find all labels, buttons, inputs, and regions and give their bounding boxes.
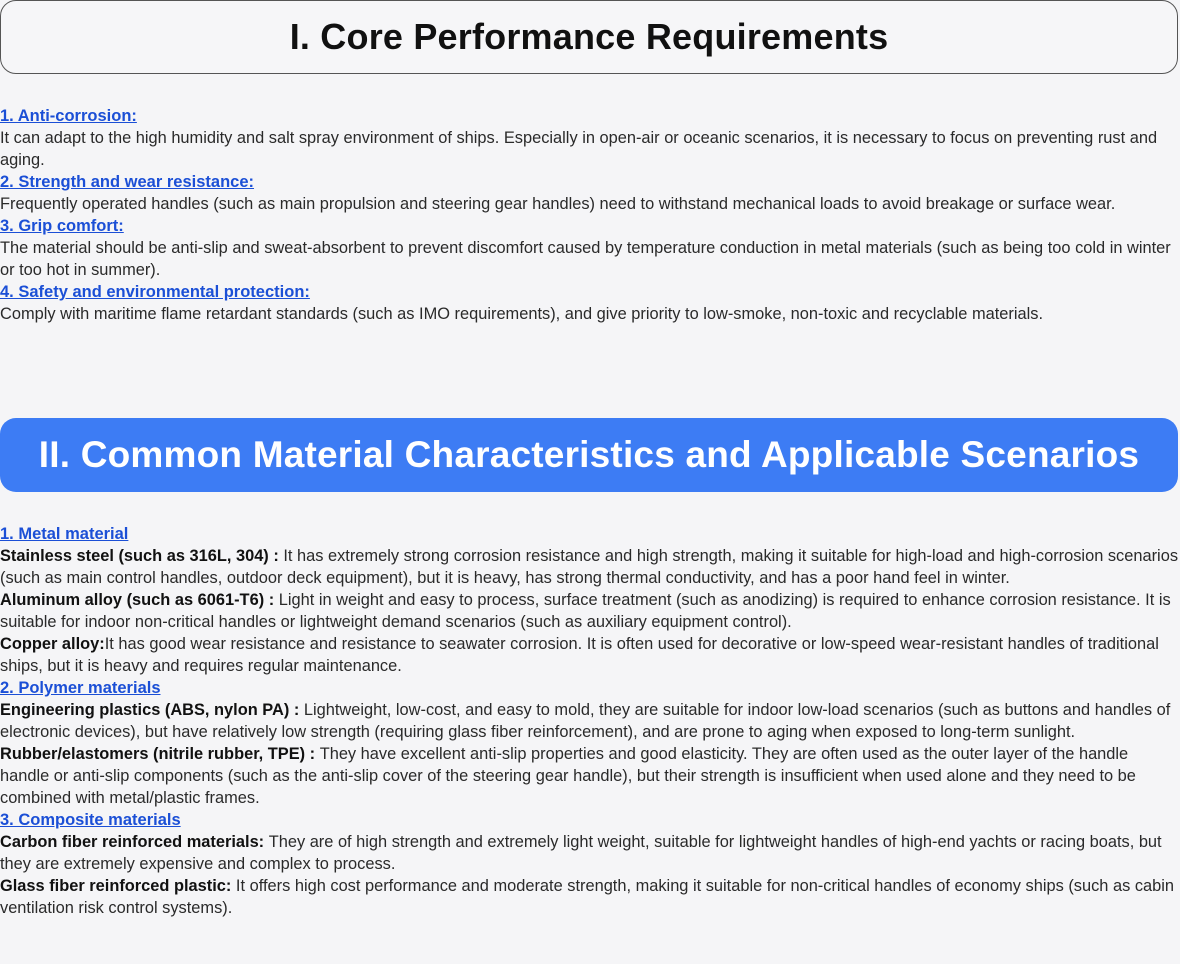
- group-heading-composite: 3. Composite materials: [0, 811, 181, 829]
- entry-text: It offers high cost performance and moderate strength, making it suitable for non-critical handles of economy ships (such as cabin ventilation risk control systems).: [0, 877, 1175, 917]
- group-heading-polymer: 2. Polymer materials: [0, 679, 161, 697]
- req-text-strength: Frequently operated handles (such as main propulsion and steering gear handles) need to withstand mechanical loads to avoid breakage or surface wear.: [0, 195, 1116, 213]
- materials-section: [0, 523, 1180, 919]
- core-requirements-section: [0, 105, 1180, 325]
- section-2-title: II. Common Material Characteristics and Applicable Scenarios: [0, 418, 1178, 492]
- req-heading-anti-corrosion: 1. Anti-corrosion:: [0, 107, 137, 125]
- entry-label: Copper alloy:: [0, 635, 105, 653]
- entry-text: They have excellent anti-slip properties and good elasticity. They are often used as the outer layer of the handle handle or anti-slip components (such as the anti-slip cover of the steering gear handle), but their strength is insufficient when used alone and they need to be combined with metal/plastic frames.: [0, 745, 1136, 807]
- section-1-title: I. Core Performance Requirements: [0, 0, 1178, 74]
- entry-rubber-elastomers: [0, 743, 1180, 809]
- entry-label: Rubber/elastomers (nitrile rubber, TPE) :: [0, 745, 320, 763]
- req-text-safety: Comply with maritime flame retardant standards (such as IMO requirements), and give priority to low-smoke, non-toxic and recyclable materials.: [0, 305, 1044, 323]
- text-line: [0, 677, 1180, 699]
- entry-text: Lightweight, low-cost, and easy to mold, they are suitable for indoor low-load scenarios (such as buttons and handles of electronic devices), but have relatively low strength (requiring glass fiber reinforcement), and are prone to aging when exposed to long-term sunlight.: [0, 701, 1171, 741]
- text-line: [0, 523, 1180, 545]
- group-heading-metal: 1. Metal material: [0, 525, 129, 543]
- req-text-anti-corrosion: It can adapt to the high humidity and salt spray environment of ships. Especially in open-air or oceanic scenarios, it is necessary to focus on preventing rust and aging.: [0, 129, 1158, 169]
- entry-label: Glass fiber reinforced plastic:: [0, 877, 236, 895]
- text-line: [0, 809, 1180, 831]
- text-line: [0, 105, 1180, 127]
- entry-text: Light in weight and easy to process, surface treatment (such as anodizing) is required to enhance corrosion resistance. It is suitable for indoor non-critical handles or lightweight demand scenarios (such as auxiliary equipment control).: [0, 591, 1171, 631]
- entry-engineering-plastics: [0, 699, 1180, 743]
- entry-glass-fiber: [0, 875, 1180, 919]
- req-heading-grip: 3. Grip comfort:: [0, 217, 124, 235]
- entry-copper-alloy: [0, 633, 1180, 677]
- entry-label: Aluminum alloy (such as 6061-T6) :: [0, 591, 279, 609]
- text-line: [0, 281, 1180, 303]
- text-line: [0, 215, 1180, 237]
- entry-text: They are of high strength and extremely light weight, suitable for lightweight handles of high-end yachts or racing boats, but they are extremely expensive and complex to process.: [0, 833, 1162, 873]
- entry-label: Stainless steel (such as 316L, 304) :: [0, 547, 284, 565]
- entry-label: Engineering plastics (ABS, nylon PA) :: [0, 701, 304, 719]
- entry-stainless-steel: [0, 545, 1180, 589]
- entry-carbon-fiber: [0, 831, 1180, 875]
- entry-label: Carbon fiber reinforced materials:: [0, 833, 269, 851]
- req-heading-safety: 4. Safety and environmental protection:: [0, 283, 310, 301]
- req-heading-strength: 2. Strength and wear resistance:: [0, 173, 255, 191]
- entry-aluminum-alloy: [0, 589, 1180, 633]
- req-text-grip: The material should be anti-slip and sweat-absorbent to prevent discomfort caused by temperature conduction in metal materials (such as being too cold in winter or too hot in summer).: [0, 239, 1171, 279]
- entry-text: It has extremely strong corrosion resistance and high strength, making it suitable for high-load and high-corrosion scenarios (such as main control handles, outdoor deck equipment), but it is heavy, has strong thermal conductivity, and has a poor hand feel in winter.: [0, 547, 1179, 587]
- text-line: [0, 171, 1180, 193]
- entry-text: It has good wear resistance and resistance to seawater corrosion. It is often used for decorative or low-speed wear-resistant handles of traditional ships, but it is heavy and requires regular maintenance.: [0, 635, 1159, 675]
